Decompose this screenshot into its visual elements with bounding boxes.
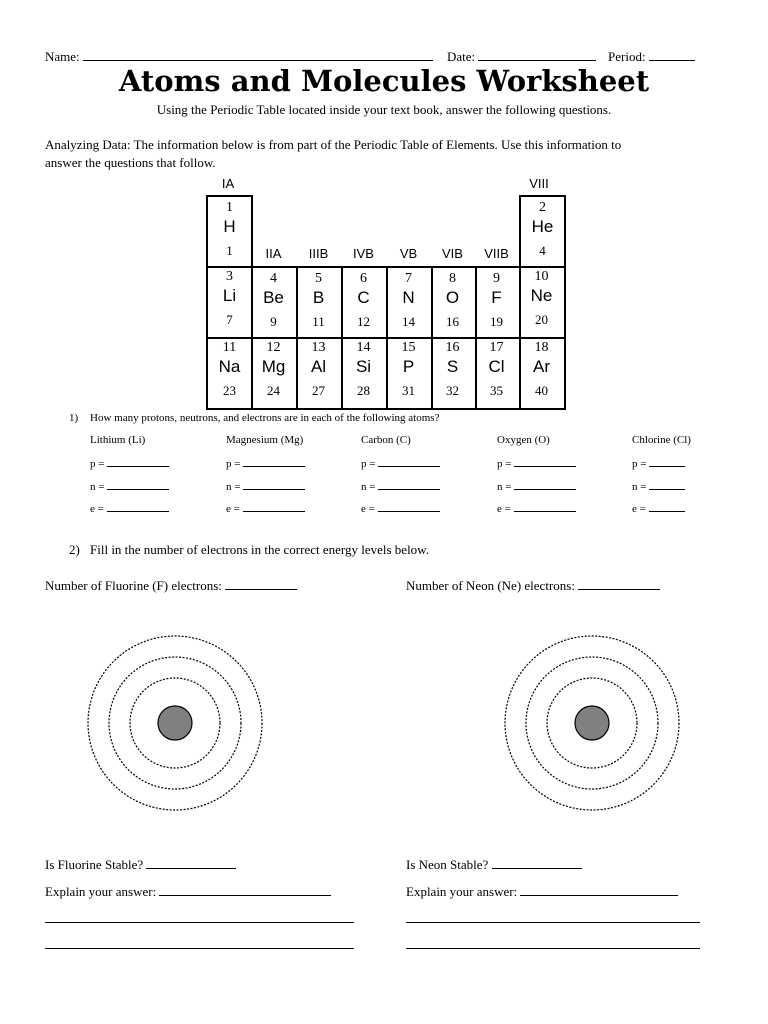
electrons-label: e = bbox=[497, 503, 511, 515]
atomic-number: 18 bbox=[534, 340, 549, 355]
element-cell-s bbox=[430, 337, 477, 410]
group-label: VIIB bbox=[484, 246, 509, 261]
neutrons-blank[interactable] bbox=[514, 480, 576, 490]
protons-field[interactable] bbox=[226, 457, 305, 470]
name-label: Name: bbox=[45, 49, 80, 64]
atomic-number: 13 bbox=[311, 340, 326, 355]
protons-blank[interactable] bbox=[378, 457, 440, 467]
atomic-mass: 28 bbox=[357, 383, 370, 398]
element-cell-mg bbox=[251, 337, 298, 410]
protons-label: p = bbox=[361, 458, 376, 470]
atom-heading: Chlorine (Cl) bbox=[632, 434, 691, 446]
neon-explain-blank[interactable] bbox=[520, 883, 678, 896]
neutrons-field[interactable] bbox=[90, 480, 169, 493]
protons-blank[interactable] bbox=[649, 457, 685, 467]
element-cell-li bbox=[206, 266, 253, 339]
protons-field[interactable] bbox=[632, 457, 685, 470]
element-symbol: N bbox=[402, 288, 415, 307]
atomic-number: 10 bbox=[534, 269, 549, 284]
electrons-field[interactable] bbox=[226, 502, 305, 515]
atomic-number: 7 bbox=[405, 271, 412, 286]
electrons-field[interactable] bbox=[632, 502, 685, 515]
electrons-field[interactable] bbox=[497, 502, 576, 515]
atomic-number: 16 bbox=[445, 340, 460, 355]
element-symbol: C bbox=[357, 288, 370, 307]
neon-explain-field[interactable] bbox=[406, 883, 678, 900]
electrons-blank[interactable] bbox=[378, 502, 440, 512]
fluorine-answer-line-1[interactable] bbox=[45, 922, 354, 923]
intro-line-2: answer the questions that follow. bbox=[45, 155, 216, 170]
atomic-mass: 16 bbox=[446, 314, 459, 329]
atom-heading: Oxygen (O) bbox=[497, 434, 550, 446]
atomic-number: 3 bbox=[226, 269, 233, 284]
neutrons-field[interactable] bbox=[226, 480, 305, 493]
group-label-viii: VIII bbox=[529, 176, 549, 191]
neutrons-blank[interactable] bbox=[243, 480, 305, 490]
electrons-field[interactable] bbox=[361, 502, 440, 515]
fluorine-stable-label: Is Fluorine Stable? bbox=[45, 857, 144, 872]
fluorine-explain-blank[interactable] bbox=[159, 883, 331, 896]
element-cell-b bbox=[296, 266, 343, 339]
fluorine-explain-label: Explain your answer: bbox=[45, 884, 157, 899]
question-1-number: 1) bbox=[69, 412, 79, 424]
element-cell-h bbox=[206, 195, 253, 268]
periodic-table bbox=[0, 0, 768, 420]
atomic-mass: 14 bbox=[402, 314, 415, 329]
group-label: VB bbox=[399, 246, 418, 261]
neutrons-label: n = bbox=[226, 481, 241, 493]
page-title: Atoms and Molecules Worksheet bbox=[118, 64, 650, 98]
atomic-number: 17 bbox=[489, 340, 504, 355]
atomic-number: 9 bbox=[493, 271, 500, 286]
question-2-text: Fill in the number of electrons in the correct energy levels below. bbox=[90, 542, 429, 557]
neutrons-field[interactable] bbox=[632, 480, 685, 493]
element-symbol: Al bbox=[310, 357, 327, 376]
neon-electrons-label: Number of Neon (Ne) electrons: bbox=[406, 578, 575, 593]
atomic-number: 8 bbox=[449, 271, 456, 286]
atomic-mass: 32 bbox=[446, 383, 459, 398]
atomic-mass: 19 bbox=[490, 314, 503, 329]
group-label: IVB bbox=[353, 246, 374, 261]
electrons-blank[interactable] bbox=[514, 502, 576, 512]
element-symbol: H bbox=[223, 217, 236, 236]
intro-line-1: Analyzing Data: The information below is from part of the Periodic Table of Elements. Use this information to bbox=[45, 137, 622, 152]
electrons-label: e = bbox=[226, 503, 240, 515]
element-cell-he bbox=[519, 195, 566, 268]
atomic-mass: 7 bbox=[226, 312, 233, 327]
protons-blank[interactable] bbox=[514, 457, 576, 467]
atom-heading: Magnesium (Mg) bbox=[226, 434, 304, 446]
atomic-number: 1 bbox=[226, 200, 233, 215]
atomic-number: 15 bbox=[401, 340, 416, 355]
element-cell-al bbox=[296, 337, 343, 410]
protons-field[interactable] bbox=[497, 457, 576, 470]
neon-stable-field[interactable] bbox=[406, 856, 582, 873]
neutrons-blank[interactable] bbox=[378, 480, 440, 490]
atomic-number: 11 bbox=[222, 340, 237, 355]
electrons-label: e = bbox=[361, 503, 375, 515]
element-symbol: F bbox=[491, 288, 502, 307]
neon-explain-label: Explain your answer: bbox=[406, 884, 518, 899]
question-2-number: 2) bbox=[69, 542, 80, 557]
neon-electrons-blank[interactable] bbox=[578, 577, 660, 590]
protons-label: p = bbox=[90, 458, 105, 470]
group-label-ia: IA bbox=[221, 176, 235, 191]
question-1-text: How many protons, neutrons, and electrons are in each of the following atoms? bbox=[90, 412, 440, 424]
atom-heading: Lithium (Li) bbox=[90, 434, 146, 446]
atomic-mass: 9 bbox=[270, 314, 277, 329]
element-symbol: Na bbox=[218, 357, 241, 376]
protons-label: p = bbox=[632, 458, 647, 470]
atomic-number: 12 bbox=[266, 340, 281, 355]
fluorine-electrons-blank[interactable] bbox=[225, 577, 297, 590]
neon-atom-diagram[interactable] bbox=[502, 634, 682, 814]
fluorine-electrons-label: Number of Fluorine (F) electrons: bbox=[45, 578, 222, 593]
atomic-number: 14 bbox=[356, 340, 371, 355]
neutrons-blank[interactable] bbox=[107, 480, 169, 490]
neon-nucleus bbox=[575, 706, 609, 740]
atomic-mass: 12 bbox=[357, 314, 370, 329]
group-label: VIB bbox=[442, 246, 463, 261]
element-cell-cl bbox=[474, 337, 521, 410]
element-cell-ar bbox=[519, 337, 566, 410]
element-cell-n bbox=[386, 266, 433, 339]
element-symbol: P bbox=[402, 357, 415, 376]
atomic-mass: 4 bbox=[539, 243, 546, 258]
neutrons-blank[interactable] bbox=[649, 480, 685, 490]
neon-stable-blank[interactable] bbox=[492, 856, 582, 869]
element-symbol: Ne bbox=[530, 286, 553, 305]
atomic-number: 2 bbox=[539, 200, 546, 215]
element-cell-c bbox=[341, 266, 388, 339]
period-label: Period: bbox=[608, 49, 646, 64]
element-symbol: Cl bbox=[488, 357, 505, 376]
element-cell-p bbox=[386, 337, 433, 410]
element-cell-be bbox=[251, 266, 298, 339]
neutrons-field[interactable] bbox=[497, 480, 576, 493]
neutrons-label: n = bbox=[361, 481, 376, 493]
subtitle: Using the Periodic Table located inside your text book, answer the following questions. bbox=[156, 102, 612, 117]
electrons-blank[interactable] bbox=[107, 502, 169, 512]
atomic-mass: 23 bbox=[223, 383, 236, 398]
protons-field[interactable] bbox=[361, 457, 440, 470]
element-symbol: Be bbox=[263, 288, 284, 307]
fluorine-stable-blank[interactable] bbox=[146, 856, 236, 869]
neutrons-field[interactable] bbox=[361, 480, 440, 493]
atomic-mass: 40 bbox=[535, 383, 548, 398]
neutrons-label: n = bbox=[632, 481, 647, 493]
protons-blank[interactable] bbox=[107, 457, 169, 467]
fluorine-explain-field[interactable] bbox=[45, 883, 331, 900]
element-cell-si bbox=[341, 337, 388, 410]
electrons-field[interactable] bbox=[90, 502, 169, 515]
neutrons-label: n = bbox=[90, 481, 105, 493]
atomic-number: 5 bbox=[315, 271, 322, 286]
electrons-blank[interactable] bbox=[243, 502, 305, 512]
protons-field[interactable] bbox=[90, 457, 169, 470]
fluorine-nucleus bbox=[158, 706, 192, 740]
neon-stable-label: Is Neon Stable? bbox=[406, 857, 489, 872]
element-symbol: Ar bbox=[533, 357, 550, 376]
group-label: IIA bbox=[265, 246, 282, 261]
electrons-label: e = bbox=[632, 503, 646, 515]
fluorine-atom-diagram[interactable] bbox=[85, 634, 265, 814]
fluorine-stable-field[interactable] bbox=[45, 856, 236, 873]
element-cell-ne bbox=[519, 266, 566, 339]
date-label: Date: bbox=[447, 49, 476, 64]
element-cell-na bbox=[206, 337, 253, 410]
atomic-number: 4 bbox=[270, 271, 277, 286]
neon-answer-line-2[interactable] bbox=[406, 948, 700, 949]
element-cell-o bbox=[430, 266, 477, 339]
element-symbol: S bbox=[446, 357, 459, 376]
atomic-mass: 27 bbox=[312, 383, 325, 398]
electrons-blank[interactable] bbox=[649, 502, 685, 512]
atomic-mass: 35 bbox=[490, 383, 503, 398]
element-symbol: Si bbox=[355, 357, 372, 376]
element-symbol: Mg bbox=[261, 357, 286, 376]
atomic-mass: 20 bbox=[535, 312, 548, 327]
electrons-label: e = bbox=[90, 503, 104, 515]
atomic-mass: 11 bbox=[312, 314, 325, 329]
element-symbol: B bbox=[312, 288, 325, 307]
neon-answer-line-1[interactable] bbox=[406, 922, 700, 923]
atomic-mass: 31 bbox=[402, 383, 415, 398]
neutrons-label: n = bbox=[497, 481, 512, 493]
fluorine-answer-line-2[interactable] bbox=[45, 948, 354, 949]
neon-electrons-field[interactable] bbox=[406, 577, 660, 594]
atomic-mass: 24 bbox=[267, 383, 280, 398]
group-label: IIIB bbox=[308, 246, 329, 261]
element-symbol: He bbox=[531, 217, 554, 236]
element-cell-f bbox=[474, 266, 521, 339]
fluorine-electrons-field[interactable] bbox=[45, 577, 297, 594]
protons-blank[interactable] bbox=[243, 457, 305, 467]
protons-label: p = bbox=[497, 458, 512, 470]
element-symbol: O bbox=[445, 288, 460, 307]
element-symbol: Li bbox=[222, 286, 237, 305]
atom-heading: Carbon (C) bbox=[361, 434, 411, 446]
protons-label: p = bbox=[226, 458, 241, 470]
atomic-number: 6 bbox=[360, 271, 367, 286]
atomic-mass: 1 bbox=[226, 243, 233, 258]
